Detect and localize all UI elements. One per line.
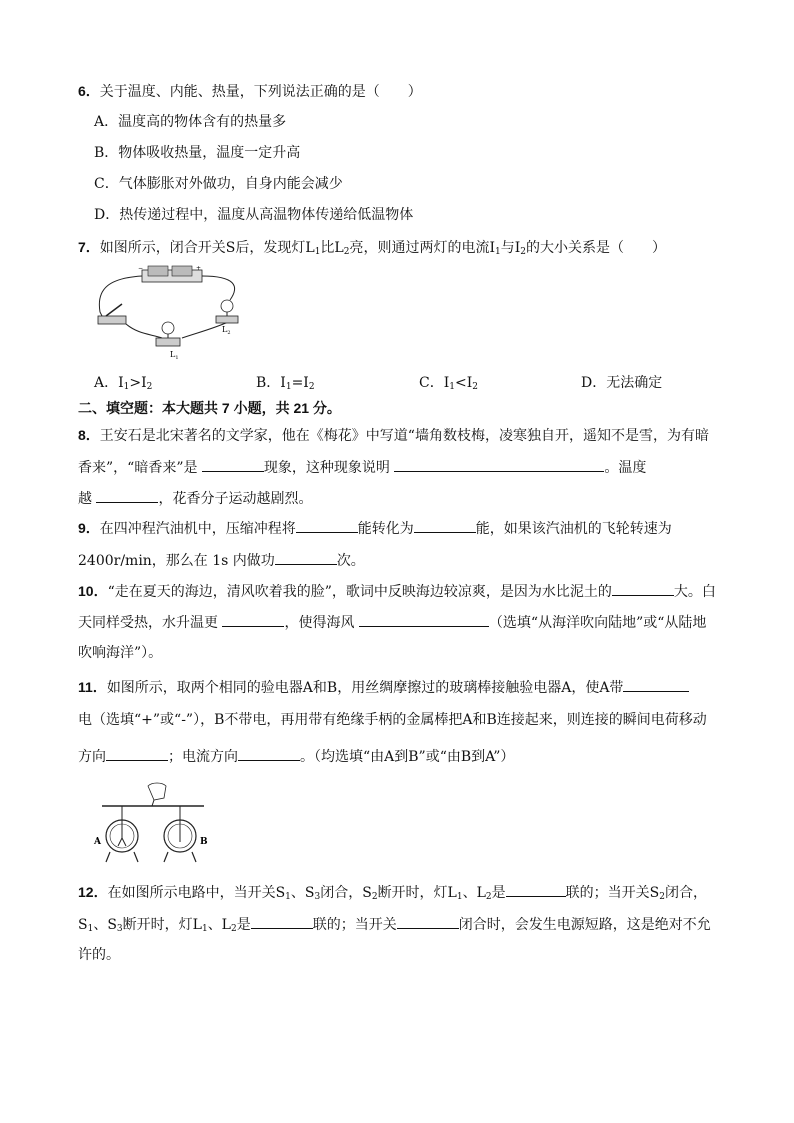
q12-text: 是 <box>236 917 251 933</box>
q7-option-a <box>94 373 152 397</box>
q9-text: 在四冲程汽油机中，压缩冲程将 <box>99 521 296 537</box>
q7-sub: 2 <box>520 247 526 257</box>
q6-stem-text: 关于温度、内能、热量，下列说法正确的是（ ） <box>99 84 422 100</box>
q12-line-1 <box>78 882 707 907</box>
q10-blank-2[interactable] <box>222 612 284 627</box>
q8-text: 。温度 <box>604 460 647 476</box>
q10-line-1 <box>78 581 716 602</box>
q7-sub: 1 <box>314 247 321 257</box>
q11-text: 如图所示，取两个相同的验电器A和B，用丝绸摩擦过的玻璃棒接触验电器A，使A带 <box>106 680 624 696</box>
q11-line-3 <box>78 746 514 767</box>
q11-line-1 <box>78 677 689 698</box>
q10-text: ，使得海风 <box>284 615 359 631</box>
q12-sub: 1 <box>456 892 463 902</box>
q11-fig-label-a: A <box>94 837 101 847</box>
q9-blank-2[interactable] <box>414 518 476 533</box>
q12-text: 是 <box>491 885 506 901</box>
q6-option-b: B．物体吸收热量，温度一定升高 <box>94 145 301 161</box>
q7-sub: 1 <box>449 382 455 392</box>
q8-blank-2[interactable] <box>394 457 604 472</box>
q8-text: 现象，这种现象说明 <box>263 460 395 476</box>
q12-blank-1[interactable] <box>506 882 566 897</box>
q12-blank-3[interactable] <box>397 914 459 929</box>
q11-text: 。（均选填“由A到B”或“由B到A”） <box>300 749 515 765</box>
q6-number: 6． <box>78 83 100 99</box>
q12-sub: 2 <box>659 892 665 902</box>
q7-fig-label-l2: $L_2$ <box>222 325 231 336</box>
q12-sub: 3 <box>116 924 123 934</box>
q7-option-d <box>581 373 662 393</box>
q12-text: 断开时，灯L <box>377 885 457 901</box>
q7-option-text: <I <box>454 375 473 391</box>
q12-text: 、L <box>462 885 486 901</box>
q12-sub: 1 <box>285 892 291 902</box>
q12-text: 、L <box>207 917 231 933</box>
q11-blank-2[interactable] <box>106 746 168 761</box>
q7-sub: 2 <box>146 382 153 392</box>
q7-option-text: >I <box>129 375 147 391</box>
q9-text: 2400r/min，那么在 1s 内做功 <box>78 553 275 569</box>
q12-blank-2[interactable] <box>251 914 313 929</box>
q7-sub: 2 <box>308 382 315 392</box>
q11-text: 方向 <box>78 749 106 765</box>
q7-number: 7． <box>78 239 100 255</box>
q11-fig-label-b: B <box>200 837 208 847</box>
q12-text: 闭合， <box>664 885 707 901</box>
q9-blank-1[interactable] <box>296 518 358 533</box>
q7-sub: 2 <box>472 382 478 392</box>
q8-blank-1[interactable] <box>202 457 264 472</box>
svg-text:−: − <box>138 265 144 272</box>
q7-fig-label-l1: $L_1$ <box>170 350 179 361</box>
q7-option-text: A．I <box>94 375 124 391</box>
q10-blank-3[interactable] <box>359 612 489 627</box>
q9-line-2 <box>78 550 365 571</box>
q9-text: 能转化为 <box>357 521 414 537</box>
q7-sub: 1 <box>123 382 130 392</box>
q12-text: 联的；当开关 <box>312 917 397 933</box>
q11-blank-3[interactable] <box>238 746 300 761</box>
q12-number: 12． <box>78 884 108 900</box>
q8-number: 8． <box>78 427 100 443</box>
q12-sub: 1 <box>201 924 208 934</box>
q12-text: 、S <box>93 917 117 933</box>
q7-sub: 1 <box>494 247 501 257</box>
q8-blank-3[interactable] <box>96 488 158 503</box>
q7-sub: 2 <box>343 247 350 257</box>
q9-blank-3[interactable] <box>275 550 337 565</box>
q12-text: 联的；当开关S <box>565 885 660 901</box>
q10-line-2 <box>78 612 706 633</box>
q12-text: 断开时，灯L <box>122 917 202 933</box>
q7-option-b <box>256 373 315 397</box>
q9-text: 能，如果该汽油机的飞轮转速为 <box>475 521 672 537</box>
q6-option-d: D．热传递过程中，温度从高温物体传递给低温物体 <box>94 207 414 223</box>
q11-line-2: 电（选填“+”或“-”），B不带电，再用带有绝缘手柄的金属棒把A和B连接起来，则连接的瞬间电荷移动 <box>78 712 707 728</box>
q7-stem-d: 与I <box>500 240 521 256</box>
q7-stem-b: 比L <box>320 240 344 256</box>
q12-line-3: 许的。 <box>78 947 120 963</box>
q7-option-text: B．I <box>256 375 286 391</box>
q8-text: 越 <box>78 491 97 507</box>
q6-option-c: C．气体膨胀对外做功，自身内能会减少 <box>94 176 343 192</box>
q11-text: ；电流方向 <box>168 749 238 765</box>
q10-text: 天同样受热，水升温更 <box>78 615 223 631</box>
q12-text: 在如图所示电路中，当开关S <box>107 885 286 901</box>
q12-text: 闭合时，会发生电源短路，这是绝对不允 <box>458 917 711 933</box>
q11-blank-1[interactable] <box>623 677 689 692</box>
q12-sub: 2 <box>485 892 492 902</box>
q12-sub: 2 <box>371 892 378 902</box>
q9-text: 次。 <box>336 553 365 569</box>
q12-sub: 3 <box>314 892 321 902</box>
q12-text: 、S <box>290 885 315 901</box>
q8-line-3 <box>78 488 312 509</box>
q6-stem <box>78 81 422 102</box>
q7-option-text: =I <box>291 375 309 391</box>
q11-electroscope-figure <box>92 778 212 870</box>
q6-option-a: A．温度高的物体含有的热量多 <box>94 114 287 130</box>
section-2-heading: 二、填空题：本大题共 7 小题，共 21 分。 <box>78 400 341 416</box>
q7-stem <box>78 237 666 262</box>
q10-text: “走在夏天的海边，清风吹着我的脸”，歌词中反映海边较凉爽，是因为水比泥土的 <box>107 584 612 600</box>
q7-option-text: C．I <box>419 375 450 391</box>
q8-line-2 <box>78 457 646 478</box>
q7-sub: 1 <box>285 382 292 392</box>
q11-number: 11． <box>78 679 107 695</box>
q12-sub: 2 <box>230 924 237 934</box>
q7-stem-e: 的大小关系是（ ） <box>525 240 666 256</box>
q10-number: 10． <box>78 583 108 599</box>
q8-text: ，花香分子运动越剧烈。 <box>158 491 313 507</box>
q7-option-text: D．无法确定 <box>581 375 663 391</box>
q10-line-3: 吹响海洋”）。 <box>78 645 163 661</box>
q12-text: S <box>78 917 88 933</box>
q7-stem-c: 亮，则通过两灯的电流I <box>349 240 495 256</box>
q8-text: 香来”，“暗香来”是 <box>78 460 202 476</box>
q8-line-1 <box>78 425 709 446</box>
q12-line-2 <box>78 914 711 939</box>
q10-text: （选填“从海洋吹向陆地”或“从陆地 <box>488 615 707 631</box>
q9-number: 9． <box>78 520 100 536</box>
q10-text: 大。白 <box>673 584 716 600</box>
q8-text: 王安石是北宋著名的文学家，他在《梅花》中写道“墙角数枝梅，凌寒独自开，遥知不是雪，为有暗 <box>99 428 709 444</box>
q12-text: 闭合，S <box>320 885 372 901</box>
svg-text:+: + <box>196 265 202 272</box>
q7-circuit-figure <box>90 262 270 367</box>
q9-line-1 <box>78 518 672 539</box>
q10-blank-1[interactable] <box>612 581 674 596</box>
q7-option-c <box>419 373 478 397</box>
q7-stem-a: 如图所示，闭合开关S后，发现灯L <box>99 240 315 256</box>
q12-sub: 1 <box>87 924 94 934</box>
